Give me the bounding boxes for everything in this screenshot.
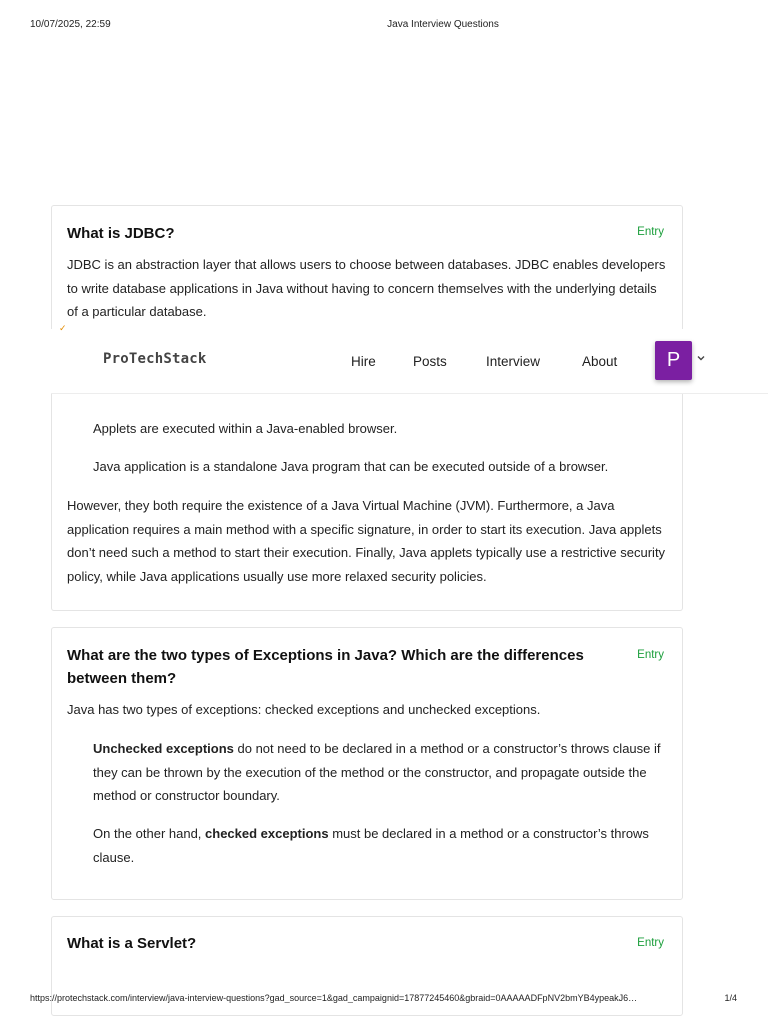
print-date: 10/07/2025, 22:59 <box>30 19 111 30</box>
answer-point: Java application is a standalone Java program that can be executed outside of a browser. <box>93 459 609 474</box>
difficulty-badge: Entry <box>637 937 664 949</box>
partial-icon: ✓ <box>59 323 67 333</box>
site-logo[interactable]: ProTechStack <box>103 351 207 367</box>
page-number: 1/4 <box>724 993 737 1003</box>
nav-link-hire[interactable]: Hire <box>351 354 376 369</box>
answer-text: However, they both require the existence of a Java Virtual Machine (JVM). Furthermore, a Java application requires a main method with a specific signature, in order to start its execution. Java applets don’t need such a method to start their execution. Finally, Java applets typically use a restrictive security policy, while Java applications usually use more relaxed security policies. <box>67 498 666 584</box>
chevron-down-icon[interactable] <box>696 353 706 363</box>
answer-text: Java has two types of exceptions: checked exceptions and unchecked exceptions. <box>67 702 541 717</box>
question-title: What is JDBC? <box>67 225 175 242</box>
difficulty-badge: Entry <box>637 649 664 661</box>
question-card-exceptions <box>51 627 683 900</box>
print-title: Java Interview Questions <box>387 19 499 30</box>
avatar[interactable]: P <box>655 341 692 380</box>
nav-link-interview[interactable]: Interview <box>486 354 541 369</box>
difficulty-badge: Entry <box>637 226 664 238</box>
answer-point: Applets are executed within a Java-enabled browser. <box>93 421 398 436</box>
nav-link-posts[interactable]: Posts <box>413 354 447 369</box>
answer-point-unchecked <box>93 737 673 808</box>
answer-text: JDBC is an abstraction layer that allows users to choose between databases. JDBC enables developers to write database applications in Java without having to concern themselves with the underlying details of a particular database. <box>67 257 666 319</box>
site-navbar <box>51 323 768 394</box>
nav-link-about[interactable]: About <box>582 354 618 369</box>
term-checked-text: must be declared in a method or a constructor’s throws clause. <box>93 826 649 865</box>
print-header <box>0 19 768 33</box>
answer-point-checked <box>93 822 653 869</box>
term-unchecked-text: do not need to be declared in a method or a constructor’s throws clause if they can be thrown by the execution of the method or the constructor, and propagate outside the method or constructor boundary. <box>93 741 661 803</box>
question-title: What is a Servlet? <box>67 935 197 952</box>
term-checked: checked exceptions <box>205 826 329 841</box>
question-title: What are the two types of Exceptions in Java? Which are the differences between them? <box>67 647 584 687</box>
print-url: https://protechstack.com/interview/java-interview-questions?gad_source=1&gad_campaignid=17877245460&gbraid=0AAAAADFpNV2bmYB4ypeakJ6… <box>30 993 638 1003</box>
checked-prefix: On the other hand, <box>93 826 206 841</box>
term-unchecked: Unchecked exceptions <box>93 741 234 756</box>
